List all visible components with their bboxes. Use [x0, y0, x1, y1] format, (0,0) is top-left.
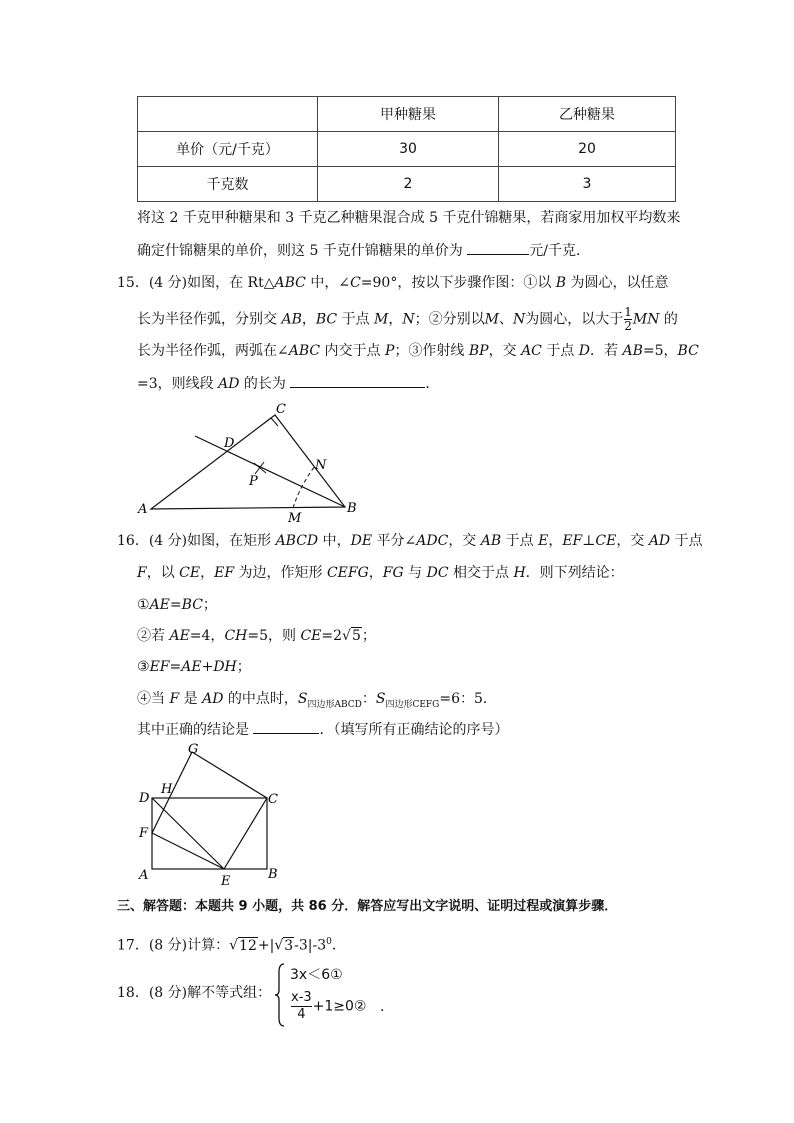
label-m: M	[288, 511, 302, 526]
text: 解不等式组：	[187, 985, 272, 1001]
text: 的中点时，	[223, 691, 298, 707]
text: +|	[257, 937, 275, 954]
text: 于点	[337, 311, 375, 328]
math: N	[512, 311, 526, 328]
text: ；	[236, 659, 251, 675]
text: ①	[137, 597, 150, 613]
q15-line2	[137, 306, 678, 333]
radicand: 3	[284, 937, 294, 954]
text: =5，	[642, 343, 678, 359]
text: 于点	[541, 343, 579, 359]
math: EF	[149, 659, 170, 675]
text: ，	[368, 565, 383, 581]
text: 如图，在 Rt△	[187, 275, 275, 291]
math: H	[513, 565, 526, 581]
q18-end: ．	[380, 999, 394, 1015]
system-brace	[274, 962, 286, 1028]
text: =6：5．	[439, 691, 497, 707]
math: B	[555, 275, 567, 291]
math: AD	[202, 691, 224, 707]
label-h: H	[161, 782, 173, 797]
math: E	[538, 533, 549, 549]
question-number: 16．(4 分)	[117, 533, 188, 549]
q14-line2	[137, 240, 590, 261]
answer-blank	[290, 373, 425, 388]
text: 于点	[670, 533, 703, 549]
math: AD	[648, 533, 671, 549]
math: ABC	[288, 343, 321, 359]
text: ③	[137, 659, 150, 675]
math: AE	[169, 628, 190, 644]
math: C	[350, 275, 361, 291]
question-number: 17．(8 分)	[117, 937, 188, 954]
label-b: B	[268, 867, 278, 882]
math: BC	[677, 343, 699, 359]
subscript: 四边形CEFG	[385, 699, 440, 710]
math: CE	[300, 628, 322, 644]
text: -3|-3	[294, 937, 327, 954]
text: 内交于点	[320, 343, 386, 359]
label-p: P	[249, 474, 258, 489]
answer-blank	[467, 240, 529, 255]
math: EF	[214, 565, 235, 581]
label-a: A	[138, 502, 148, 517]
text: ．	[425, 376, 440, 392]
text: 平分∠	[372, 533, 417, 549]
text: +1≥0②	[312, 998, 367, 1015]
text: ．（填写所有正确结论的序号）	[319, 722, 509, 738]
label-d: D	[224, 436, 235, 451]
math: N	[402, 311, 415, 328]
radicand: 5	[351, 628, 361, 644]
math: CE	[595, 533, 617, 549]
text: 中，∠	[305, 275, 351, 291]
label-b: B	[347, 501, 357, 516]
text: ，	[388, 311, 403, 328]
text: 为圆心，以任意	[566, 275, 669, 291]
question-number: 18．(8 分)	[117, 985, 188, 1001]
text: ；③作射线	[394, 343, 469, 359]
table-row	[138, 167, 676, 202]
q15-line1	[117, 273, 669, 293]
q18-label	[117, 983, 271, 1003]
q14-line1: 将这 2 千克甲种糖果和 3 千克乙种糖果混合成 5 千克什锦糖果，若商家用加权平均数来	[137, 210, 681, 226]
math: F	[137, 565, 147, 581]
math: CH	[224, 628, 248, 644]
text: 为边，作矩形	[234, 565, 327, 581]
rectangle-cefg	[152, 752, 267, 869]
text: 的	[659, 311, 678, 328]
q15-triangle-figure	[135, 398, 365, 526]
label-a: A	[139, 868, 149, 883]
text: ④当	[137, 691, 170, 707]
text: 长为半径作弧，两弧在∠	[137, 343, 289, 359]
math: ABCD	[275, 533, 319, 549]
table-cell: 3	[499, 167, 676, 202]
candy-table	[137, 96, 676, 202]
math: CEFG	[326, 565, 369, 581]
math: ABC	[274, 275, 306, 291]
text: ；	[202, 597, 217, 613]
conclusion-1	[137, 595, 217, 615]
math: AE	[181, 659, 202, 675]
label-n: N	[315, 458, 327, 473]
math: AD	[218, 376, 240, 392]
segment-de	[152, 798, 224, 869]
text: ，交	[448, 533, 481, 549]
text: 中，	[318, 533, 351, 549]
conclusion-4	[137, 689, 497, 715]
text: 其中正确的结论是	[137, 722, 249, 738]
math: AE	[149, 597, 170, 613]
math: CE	[179, 565, 201, 581]
answer-blank	[253, 719, 319, 734]
rectangle-abcd	[152, 798, 267, 869]
table-header-cell	[138, 97, 318, 132]
math: S	[375, 691, 386, 707]
table-cell: 单价（元/千克）	[138, 132, 318, 167]
q16-line1	[117, 531, 703, 551]
text: ．若	[590, 343, 623, 359]
q14-unit: 元/千克．	[529, 243, 590, 259]
math: EF	[562, 533, 583, 549]
text: ；	[361, 628, 376, 644]
math: M	[484, 311, 499, 328]
label-c: C	[276, 402, 286, 417]
q15-line3	[137, 341, 699, 361]
q15-line4	[137, 373, 439, 394]
text: 为圆心，以大于	[525, 311, 624, 328]
text: =	[169, 597, 182, 613]
radicand: 12	[239, 937, 257, 954]
math: M	[374, 311, 389, 328]
table-row	[138, 132, 676, 167]
text: 与	[403, 565, 427, 581]
q16-rectangle-figure	[135, 742, 285, 890]
math: P	[385, 343, 395, 359]
text: ，以	[146, 565, 180, 581]
denominator: 2	[624, 319, 632, 333]
numerator: 1	[624, 305, 632, 319]
q16-line2	[137, 563, 624, 583]
fraction	[291, 990, 312, 1023]
section-heading: 三、解答题：本题共 9 小题，共 86 分．解答应写出文字说明、证明过程或演算步骤．	[117, 899, 618, 914]
fraction	[624, 306, 632, 333]
table-header-cell: 乙种糖果	[499, 97, 676, 132]
text: ：	[361, 691, 376, 707]
denominator: 4	[297, 1007, 306, 1022]
math: FG	[382, 565, 404, 581]
text: 于点	[501, 533, 539, 549]
text: =4，	[189, 628, 225, 644]
math: D	[578, 343, 591, 359]
text: 、	[498, 311, 513, 328]
sqrt-symbol: √	[274, 937, 284, 954]
text: ．则下列结论：	[525, 565, 624, 581]
math: ADC	[416, 533, 449, 549]
numerator: x-3	[291, 990, 312, 1005]
text: =	[169, 659, 182, 675]
label-f: F	[139, 826, 149, 841]
table-cell: 20	[499, 132, 676, 167]
subscript: 四边形ABCD	[307, 699, 362, 710]
table-cell: 30	[318, 132, 499, 167]
inequality-1: 3x＜6①	[290, 967, 343, 983]
conclusion-3	[137, 657, 251, 677]
text: =5，则	[247, 628, 301, 644]
text: ，	[301, 311, 316, 328]
math: S	[297, 691, 308, 707]
text: ②若	[137, 628, 170, 644]
table-cell: 千克数	[138, 167, 318, 202]
text: 如图，在矩形	[187, 533, 276, 549]
text: 的长为	[239, 376, 286, 392]
text: =90°，按以下步骤作图：①以	[360, 275, 556, 291]
math: AC	[521, 343, 542, 359]
math: BP	[468, 343, 489, 359]
text: =2	[321, 628, 343, 644]
label-e: E	[221, 874, 231, 889]
text: ，	[548, 533, 563, 549]
label-g: G	[188, 742, 199, 757]
conclusion-2	[137, 626, 376, 646]
sqrt-symbol: √	[342, 628, 351, 644]
right-angle-mark	[266, 418, 278, 426]
text: 是	[179, 691, 203, 707]
text: ；②分别以	[414, 311, 485, 328]
q17-line	[117, 932, 346, 956]
label-c: C	[268, 792, 278, 807]
question-number: 15．(4 分)	[117, 275, 188, 291]
sqrt-symbol: √	[229, 937, 239, 954]
text: +	[201, 659, 214, 675]
math: BC	[315, 311, 338, 328]
table-header-row	[138, 97, 676, 132]
q14-text: 确定什锦糖果的单价，则这 5 千克什锦糖果的单价为	[137, 243, 463, 259]
math: MN	[632, 311, 660, 328]
math: F	[169, 691, 180, 707]
text: ．	[331, 937, 346, 954]
label-d: D	[139, 791, 150, 806]
math: DH	[213, 659, 237, 675]
inequality-2	[290, 990, 366, 1023]
math: DE	[350, 533, 373, 549]
math: AB	[281, 311, 302, 328]
math: BC	[181, 597, 203, 613]
text: ，	[200, 565, 215, 581]
table-header-cell: 甲种糖果	[318, 97, 499, 132]
text: =3，则线段	[137, 376, 219, 392]
text: 相交于点	[448, 565, 514, 581]
q16-answer-line	[137, 719, 508, 740]
text: ，交	[488, 343, 522, 359]
table-cell: 2	[318, 167, 499, 202]
text: ，交	[616, 533, 649, 549]
math: DC	[426, 565, 449, 581]
exponent: 0	[326, 937, 332, 947]
math: AB	[480, 533, 502, 549]
text: 计算：	[187, 937, 230, 954]
math: AB	[622, 343, 643, 359]
text: ⊥	[582, 533, 596, 549]
text: 长为半径作弧，分别交	[137, 311, 282, 328]
